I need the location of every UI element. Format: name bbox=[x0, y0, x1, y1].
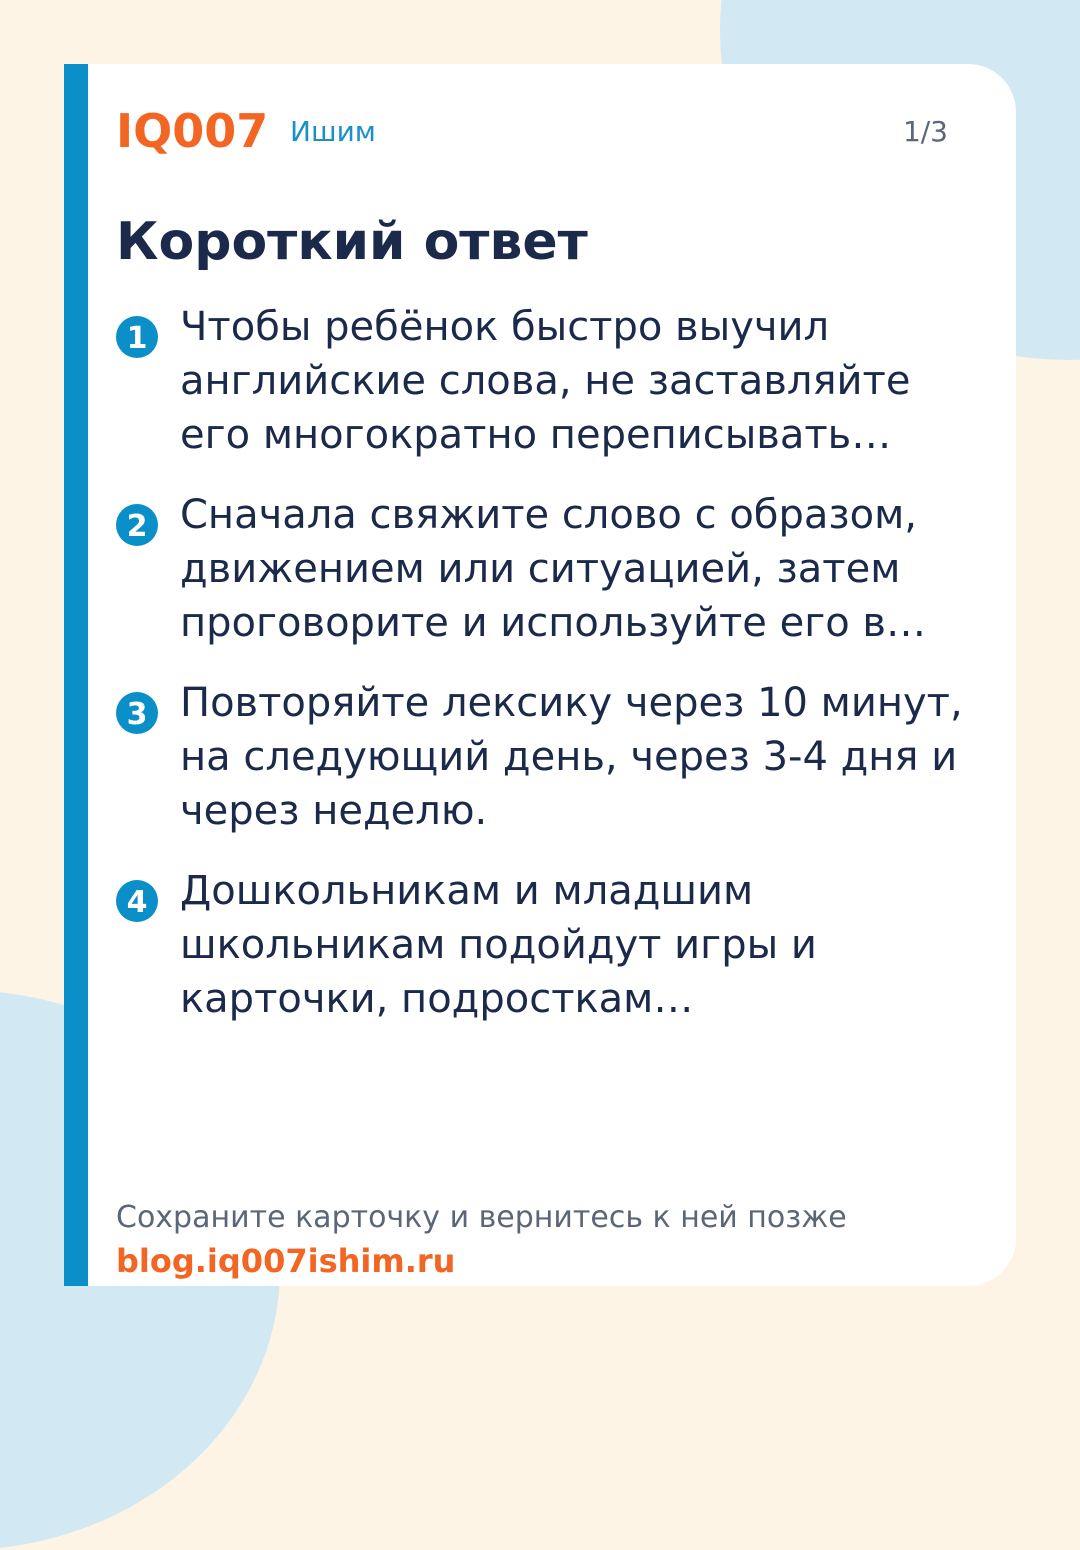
number-badge: 2 bbox=[116, 504, 158, 546]
number-badge: 4 bbox=[116, 880, 158, 922]
footer-note: Сохраните карточку и вернитесь к ней позже bbox=[116, 1200, 847, 1235]
brand-logo: IQ007 bbox=[116, 104, 269, 158]
list-item bbox=[116, 864, 986, 1026]
list-item-text: Чтобы ребёнок быстро выучил английские слова, не заставляйте его многократно переписывать… bbox=[180, 304, 911, 458]
page-title: Короткий ответ bbox=[116, 212, 588, 272]
list-item-text: Повторяйте лексику через 10 минут, на следующий день, через 3-4 дня и через неделю. bbox=[180, 680, 963, 834]
number-badge: 3 bbox=[116, 692, 158, 734]
content-card bbox=[64, 64, 1016, 1286]
list-item-text: Сначала свяжите слово с образом, движением или ситуацией, затем проговорите и используйте его в… bbox=[180, 492, 926, 646]
list-item bbox=[116, 676, 986, 838]
page-indicator: 1/3 bbox=[902, 115, 948, 148]
answer-list bbox=[116, 300, 986, 1052]
blog-link[interactable]: blog.iq007ishim.ru bbox=[116, 1242, 456, 1280]
list-item bbox=[116, 488, 986, 650]
number-badge: 1 bbox=[116, 316, 158, 358]
card-accent-bar bbox=[64, 64, 88, 1286]
list-item-text: Дошкольникам и младшим школьникам подойдут игры и карточки, подросткам… bbox=[180, 868, 817, 1022]
list-item bbox=[116, 300, 986, 462]
city-label: Ишим bbox=[290, 115, 376, 148]
